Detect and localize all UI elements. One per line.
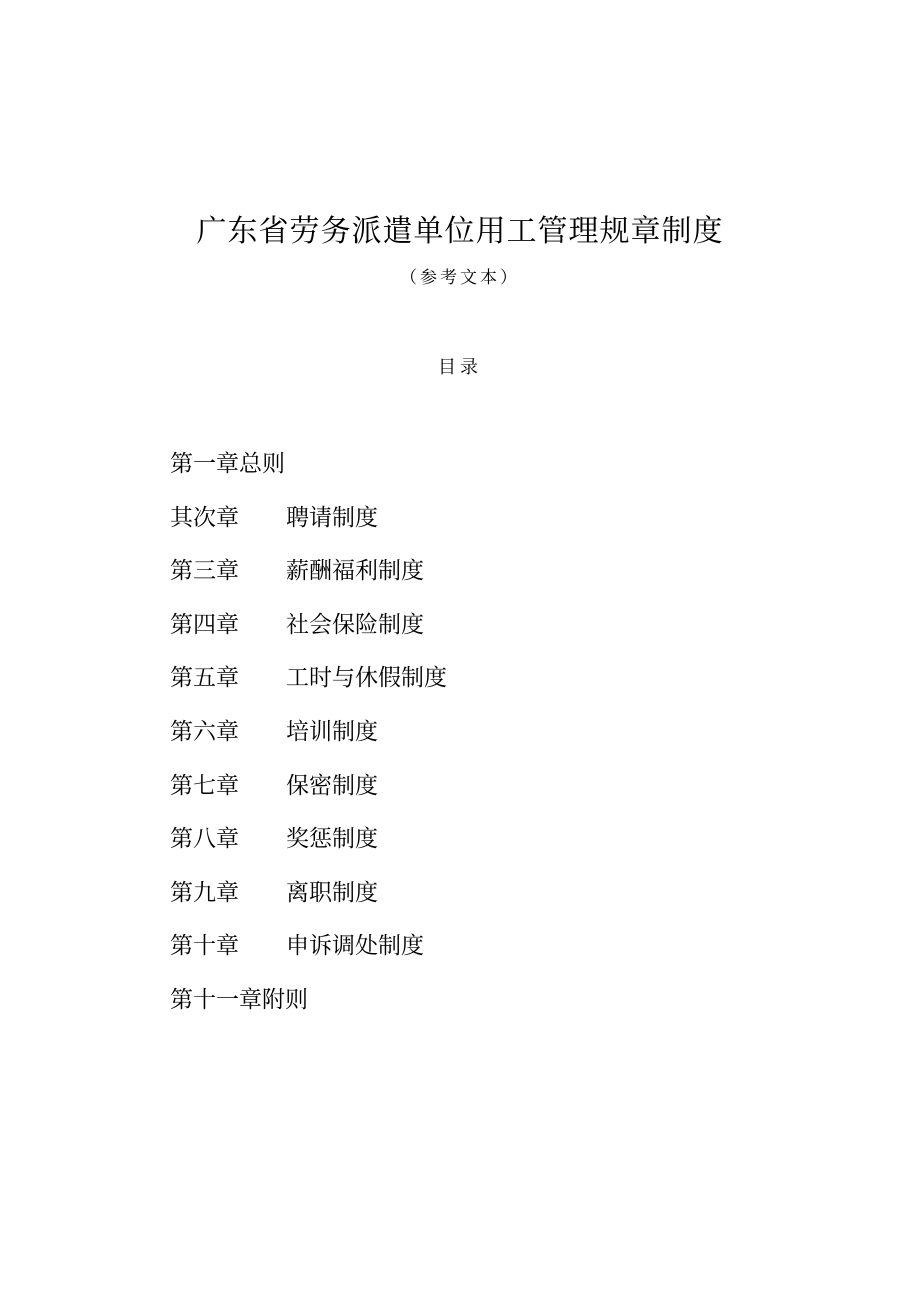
toc-item-1	[170, 446, 730, 500]
toc-chapter-number: 其次章	[170, 504, 239, 531]
toc-item-3	[170, 553, 730, 607]
toc-item-9	[170, 875, 730, 929]
toc-chapter-number: 第十章	[170, 933, 239, 960]
toc-item-2	[170, 500, 730, 554]
toc-item-7	[170, 768, 730, 822]
toc-chapter-title: 总则	[239, 451, 285, 477]
toc-chapter-number: 第八章	[170, 826, 239, 853]
toc-item-8	[170, 821, 730, 875]
toc-chapter-title: 保密制度	[286, 772, 378, 799]
toc-chapter-number: 第四章	[170, 611, 239, 638]
toc-chapter-number: 第三章	[170, 558, 239, 585]
toc-chapter-number: 第九章	[170, 879, 239, 906]
toc-chapter-number: 第六章	[170, 718, 239, 745]
toc-chapter-title: 申诉调处制度	[286, 933, 424, 960]
toc-heading: 目录	[438, 357, 482, 378]
table-of-contents	[170, 446, 730, 1036]
toc-item-11	[170, 982, 730, 1036]
toc-chapter-title: 社会保险制度	[286, 611, 424, 638]
toc-chapter-number: 第一章	[170, 451, 239, 477]
toc-chapter-title: 附则	[262, 986, 308, 1013]
toc-item-4	[170, 607, 730, 661]
toc-chapter-title: 薪酬福利制度	[286, 558, 424, 585]
toc-chapter-title: 离职制度	[286, 879, 378, 906]
toc-chapter-title: 奖惩制度	[286, 826, 378, 853]
toc-chapter-title: 聘请制度	[286, 504, 378, 531]
toc-chapter-title: 工时与休假制度	[286, 665, 447, 692]
toc-item-6	[170, 714, 730, 768]
toc-chapter-number: 第十一章	[170, 986, 262, 1013]
document-title: 广东省劳务派遣单位用工管理规章制度	[196, 214, 724, 249]
toc-item-10	[170, 928, 730, 982]
toc-chapter-number: 第七章	[170, 772, 239, 799]
toc-chapter-number: 第五章	[170, 665, 239, 692]
toc-item-5	[170, 660, 730, 714]
toc-chapter-title: 培训制度	[286, 718, 378, 745]
document-subtitle: （参考文本）	[400, 268, 520, 288]
